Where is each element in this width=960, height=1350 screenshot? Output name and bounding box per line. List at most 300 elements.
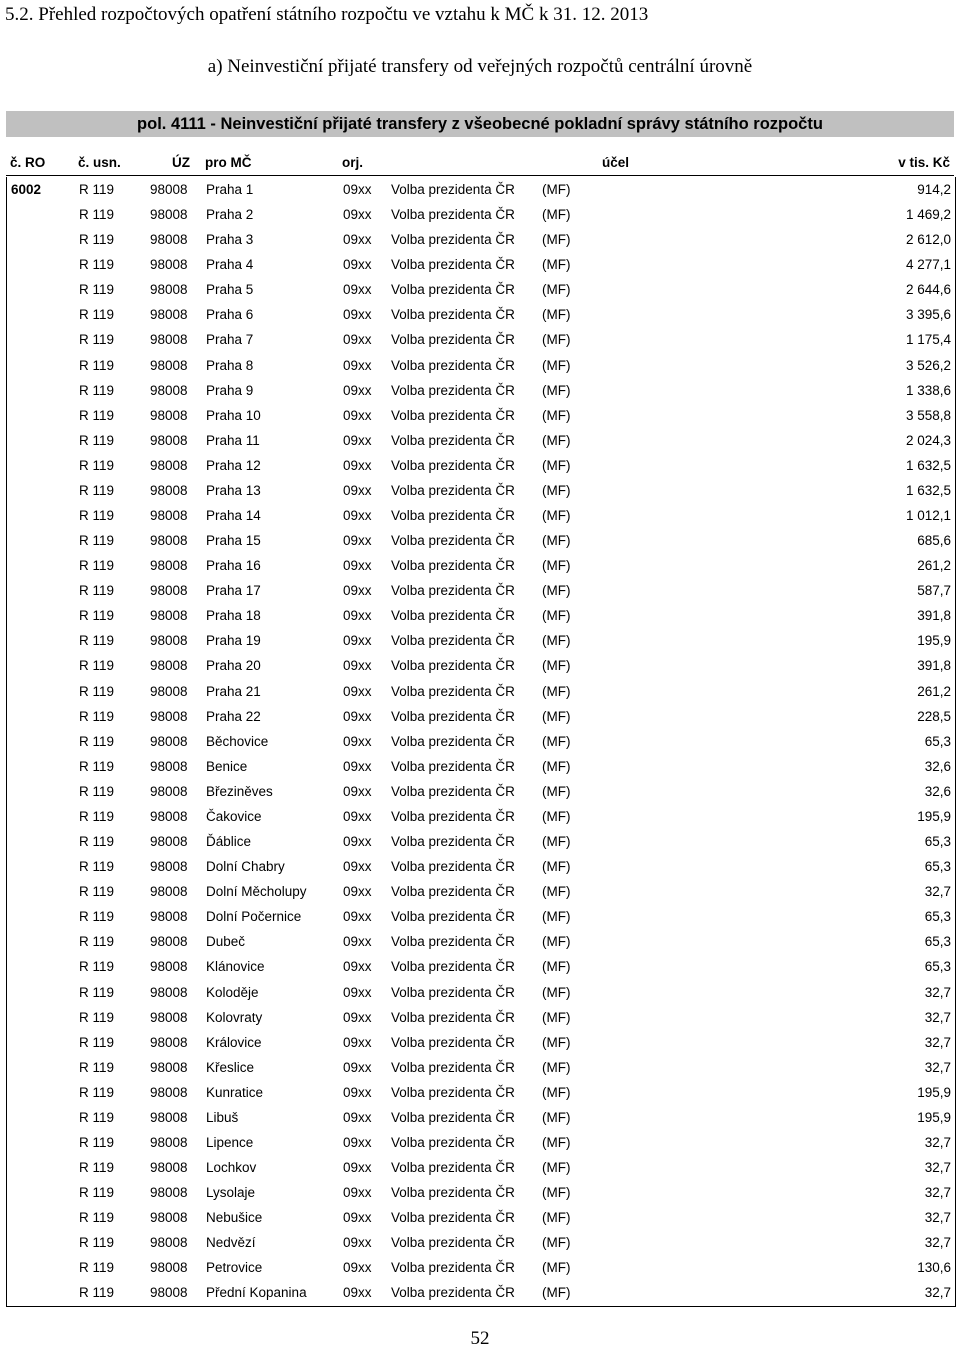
cell-uz: 98008 bbox=[150, 658, 188, 674]
cell-ucel: Volba prezidenta ČR bbox=[391, 808, 515, 824]
cell-mc: Praha 4 bbox=[206, 257, 254, 273]
cell-usn: R 119 bbox=[79, 232, 115, 248]
cell-value: 914,2 bbox=[917, 182, 951, 197]
cell-uz: 98008 bbox=[150, 307, 188, 323]
cell-usn: R 119 bbox=[79, 1109, 115, 1125]
table-row bbox=[7, 653, 955, 678]
cell-usn: R 119 bbox=[79, 207, 115, 223]
cell-mf: (MF) bbox=[542, 783, 571, 799]
table-row bbox=[7, 729, 955, 754]
cell-orj: 09xx bbox=[343, 1009, 372, 1025]
cell-ucel: Volba prezidenta ČR bbox=[391, 683, 515, 699]
cell-uz: 98008 bbox=[150, 984, 188, 1000]
cell-orj: 09xx bbox=[343, 1210, 372, 1226]
cell-mf: (MF) bbox=[542, 508, 571, 524]
cell-mf: (MF) bbox=[542, 909, 571, 925]
cell-orj: 09xx bbox=[343, 332, 372, 348]
cell-mc: Dolní Měcholupy bbox=[206, 884, 307, 900]
cell-orj: 09xx bbox=[343, 783, 372, 799]
cell-uz: 98008 bbox=[150, 1034, 188, 1050]
cell-mc: Dubeč bbox=[206, 934, 246, 950]
table-row bbox=[7, 578, 955, 603]
cell-ucel: Volba prezidenta ČR bbox=[391, 457, 515, 473]
cell-uz: 98008 bbox=[150, 207, 188, 223]
table-row bbox=[7, 1180, 955, 1205]
cell-mc: Praha 5 bbox=[206, 282, 254, 298]
cell-mf: (MF) bbox=[542, 859, 571, 875]
cell-usn: R 119 bbox=[79, 783, 115, 799]
cell-value: 1 632,5 bbox=[905, 457, 951, 473]
section-title: 5.2. Přehled rozpočtových opatření státního rozpočtu ve vztahu k MČ k 31. 12. 2013 bbox=[5, 4, 649, 25]
cell-mf: (MF) bbox=[542, 1285, 571, 1301]
cell-usn: R 119 bbox=[79, 307, 115, 323]
cell-ucel: Volba prezidenta ČR bbox=[391, 1160, 515, 1176]
cell-value: 32,7 bbox=[924, 1235, 951, 1251]
cell-mc: Čakovice bbox=[206, 808, 262, 824]
cell-mc: Praha 6 bbox=[206, 307, 254, 323]
table-row bbox=[7, 202, 955, 227]
cell-uz: 98008 bbox=[150, 282, 188, 298]
cell-ucel: Volba prezidenta ČR bbox=[391, 1109, 515, 1125]
cell-ucel: Volba prezidenta ČR bbox=[391, 608, 515, 624]
cell-mf: (MF) bbox=[542, 1235, 571, 1251]
cell-uz: 98008 bbox=[150, 683, 188, 699]
cell-usn: R 119 bbox=[79, 257, 115, 273]
cell-uz: 98008 bbox=[150, 1009, 188, 1025]
cell-ucel: Volba prezidenta ČR bbox=[391, 407, 515, 423]
cell-ucel: Volba prezidenta ČR bbox=[391, 332, 515, 348]
cell-orj: 09xx bbox=[343, 658, 372, 674]
cell-usn: R 119 bbox=[79, 1210, 115, 1226]
cell-usn: R 119 bbox=[79, 658, 115, 674]
table-row bbox=[7, 327, 955, 352]
cell-orj: 09xx bbox=[343, 1059, 372, 1075]
table-row bbox=[7, 1230, 955, 1255]
cell-mf: (MF) bbox=[542, 307, 571, 323]
cell-value: 3 526,2 bbox=[905, 357, 951, 373]
cell-usn: R 119 bbox=[79, 984, 115, 1000]
header-usn: č. usn. bbox=[78, 155, 121, 170]
transfers-table-body bbox=[6, 177, 956, 1307]
cell-mc: Praha 20 bbox=[206, 658, 261, 674]
cell-value: 587,7 bbox=[917, 583, 951, 599]
cell-usn: R 119 bbox=[79, 1134, 115, 1150]
cell-mc: Praha 1 bbox=[206, 182, 254, 197]
cell-mf: (MF) bbox=[542, 683, 571, 699]
cell-orj: 09xx bbox=[343, 432, 372, 448]
cell-mc: Královice bbox=[206, 1034, 262, 1050]
cell-uz: 98008 bbox=[150, 1160, 188, 1176]
cell-mc: Dolní Chabry bbox=[206, 859, 285, 875]
table-row bbox=[7, 754, 955, 779]
cell-ucel: Volba prezidenta ČR bbox=[391, 984, 515, 1000]
cell-orj: 09xx bbox=[343, 1084, 372, 1100]
table-row bbox=[7, 1005, 955, 1030]
cell-uz: 98008 bbox=[150, 407, 188, 423]
cell-usn: R 119 bbox=[79, 608, 115, 624]
table-row bbox=[7, 879, 955, 904]
cell-orj: 09xx bbox=[343, 884, 372, 900]
cell-value: 65,3 bbox=[924, 733, 951, 749]
cell-mf: (MF) bbox=[542, 332, 571, 348]
table-row bbox=[7, 628, 955, 653]
policy-title-bar bbox=[6, 111, 954, 137]
cell-mf: (MF) bbox=[542, 432, 571, 448]
cell-ucel: Volba prezidenta ČR bbox=[391, 482, 515, 498]
cell-mc: Praha 9 bbox=[206, 382, 254, 398]
cell-uz: 98008 bbox=[150, 382, 188, 398]
cell-uz: 98008 bbox=[150, 884, 188, 900]
cell-orj: 09xx bbox=[343, 1109, 372, 1125]
cell-ucel: Volba prezidenta ČR bbox=[391, 959, 515, 975]
cell-orj: 09xx bbox=[343, 758, 372, 774]
cell-usn: R 119 bbox=[79, 382, 115, 398]
cell-value: 1 632,5 bbox=[905, 482, 951, 498]
cell-mf: (MF) bbox=[542, 1185, 571, 1201]
cell-value: 391,8 bbox=[917, 608, 951, 624]
cell-ucel: Volba prezidenta ČR bbox=[391, 257, 515, 273]
cell-uz: 98008 bbox=[150, 257, 188, 273]
cell-value: 1 338,6 bbox=[905, 382, 951, 398]
cell-orj: 09xx bbox=[343, 407, 372, 423]
cell-value: 4 277,1 bbox=[905, 257, 951, 273]
cell-mc: Březiněves bbox=[206, 783, 273, 799]
cell-mc: Praha 10 bbox=[206, 407, 261, 423]
cell-orj: 09xx bbox=[343, 307, 372, 323]
cell-mc: Křeslice bbox=[206, 1059, 255, 1075]
cell-mf: (MF) bbox=[542, 934, 571, 950]
cell-ucel: Volba prezidenta ČR bbox=[391, 909, 515, 925]
cell-mc: Lysolaje bbox=[206, 1185, 256, 1201]
cell-mc: Běchovice bbox=[206, 733, 269, 749]
cell-orj: 09xx bbox=[343, 934, 372, 950]
cell-mf: (MF) bbox=[542, 1084, 571, 1100]
cell-mf: (MF) bbox=[542, 1260, 571, 1276]
policy-title: pol. 4111 - Neinvestiční přijaté transfery z všeobecné pokladní správy státního rozpočtu bbox=[137, 114, 823, 133]
cell-mf: (MF) bbox=[542, 758, 571, 774]
cell-usn: R 119 bbox=[79, 859, 115, 875]
cell-usn: R 119 bbox=[79, 1160, 115, 1176]
table-row bbox=[7, 478, 955, 503]
table-row bbox=[7, 854, 955, 879]
cell-ucel: Volba prezidenta ČR bbox=[391, 357, 515, 373]
cell-ucel: Volba prezidenta ČR bbox=[391, 1084, 515, 1100]
cell-orj: 09xx bbox=[343, 282, 372, 298]
cell-ucel: Volba prezidenta ČR bbox=[391, 934, 515, 950]
cell-ucel: Volba prezidenta ČR bbox=[391, 282, 515, 298]
header-uz: ÚZ bbox=[172, 155, 190, 170]
cell-mf: (MF) bbox=[542, 633, 571, 649]
cell-value: 32,7 bbox=[924, 1034, 951, 1050]
cell-uz: 98008 bbox=[150, 959, 188, 975]
cell-value: 65,3 bbox=[924, 934, 951, 950]
cell-ucel: Volba prezidenta ČR bbox=[391, 533, 515, 549]
cell-uz: 98008 bbox=[150, 1210, 188, 1226]
cell-ucel: Volba prezidenta ČR bbox=[391, 1210, 515, 1226]
cell-ucel: Volba prezidenta ČR bbox=[391, 558, 515, 574]
cell-orj: 09xx bbox=[343, 708, 372, 724]
cell-mc: Nedvězí bbox=[206, 1235, 256, 1251]
cell-uz: 98008 bbox=[150, 533, 188, 549]
header-mc: pro MČ bbox=[205, 155, 252, 170]
cell-uz: 98008 bbox=[150, 859, 188, 875]
cell-usn: R 119 bbox=[79, 733, 115, 749]
table-row bbox=[7, 1255, 955, 1280]
cell-value: 65,3 bbox=[924, 959, 951, 975]
cell-ucel: Volba prezidenta ČR bbox=[391, 307, 515, 323]
table-row bbox=[7, 353, 955, 378]
table-row bbox=[7, 929, 955, 954]
cell-mc: Petrovice bbox=[206, 1260, 263, 1276]
cell-mc: Praha 14 bbox=[206, 508, 261, 524]
cell-value: 65,3 bbox=[924, 834, 951, 850]
table-row bbox=[7, 453, 955, 478]
cell-orj: 09xx bbox=[343, 733, 372, 749]
cell-uz: 98008 bbox=[150, 332, 188, 348]
cell-orj: 09xx bbox=[343, 508, 372, 524]
table-row bbox=[7, 1105, 955, 1130]
cell-usn: R 119 bbox=[79, 1084, 115, 1100]
cell-value: 2 612,0 bbox=[905, 232, 951, 248]
cell-usn: R 119 bbox=[79, 758, 115, 774]
cell-usn: R 119 bbox=[79, 708, 115, 724]
cell-orj: 09xx bbox=[343, 1134, 372, 1150]
subsection-title: a) Neinvestiční přijaté transfery od veřejných rozpočtů centrální úrovně bbox=[207, 56, 753, 77]
cell-mc: Dolní Počernice bbox=[206, 909, 302, 925]
cell-mc: Praha 12 bbox=[206, 457, 261, 473]
cell-mf: (MF) bbox=[542, 382, 571, 398]
cell-usn: R 119 bbox=[79, 482, 115, 498]
cell-ucel: Volba prezidenta ČR bbox=[391, 1134, 515, 1150]
cell-value: 3 558,8 bbox=[905, 407, 951, 423]
cell-ucel: Volba prezidenta ČR bbox=[391, 1185, 515, 1201]
cell-mc: Klánovice bbox=[206, 959, 265, 975]
cell-mc: Lipence bbox=[206, 1134, 254, 1150]
cell-mf: (MF) bbox=[542, 182, 571, 197]
cell-usn: R 119 bbox=[79, 909, 115, 925]
cell-uz: 98008 bbox=[150, 758, 188, 774]
cell-mc: Praha 21 bbox=[206, 683, 261, 699]
cell-mf: (MF) bbox=[542, 533, 571, 549]
cell-uz: 98008 bbox=[150, 808, 188, 824]
cell-mc: Lochkov bbox=[206, 1160, 257, 1176]
table-row bbox=[7, 679, 955, 704]
cell-usn: R 119 bbox=[79, 457, 115, 473]
cell-value: 2 024,3 bbox=[905, 432, 951, 448]
cell-uz: 98008 bbox=[150, 1059, 188, 1075]
cell-mc: Praha 13 bbox=[206, 482, 261, 498]
cell-value: 32,7 bbox=[924, 1210, 951, 1226]
cell-value: 195,9 bbox=[917, 1109, 951, 1125]
cell-ucel: Volba prezidenta ČR bbox=[391, 432, 515, 448]
cell-value: 32,7 bbox=[924, 1185, 951, 1201]
table-row bbox=[7, 528, 955, 553]
cell-value: 685,6 bbox=[917, 533, 951, 549]
cell-uz: 98008 bbox=[150, 1235, 188, 1251]
cell-mf: (MF) bbox=[542, 834, 571, 850]
cell-mc: Praha 15 bbox=[206, 533, 261, 549]
cell-value: 1 012,1 bbox=[905, 508, 951, 524]
cell-mf: (MF) bbox=[542, 658, 571, 674]
cell-value: 32,7 bbox=[924, 1059, 951, 1075]
cell-uz: 98008 bbox=[150, 1285, 188, 1301]
cell-uz: 98008 bbox=[150, 182, 188, 197]
cell-uz: 98008 bbox=[150, 834, 188, 850]
header-ro: č. RO bbox=[10, 155, 46, 170]
cell-usn: R 119 bbox=[79, 1009, 115, 1025]
cell-orj: 09xx bbox=[343, 207, 372, 223]
cell-ucel: Volba prezidenta ČR bbox=[391, 1235, 515, 1251]
cell-mf: (MF) bbox=[542, 1059, 571, 1075]
cell-uz: 98008 bbox=[150, 608, 188, 624]
cell-mc: Nebušice bbox=[206, 1210, 263, 1226]
cell-mf: (MF) bbox=[542, 1134, 571, 1150]
cell-uz: 98008 bbox=[150, 457, 188, 473]
table-row bbox=[7, 980, 955, 1005]
cell-mc: Benice bbox=[206, 758, 248, 774]
cell-orj: 09xx bbox=[343, 1034, 372, 1050]
cell-usn: R 119 bbox=[79, 934, 115, 950]
table-row bbox=[7, 1155, 955, 1180]
cell-orj: 09xx bbox=[343, 583, 372, 599]
cell-mf: (MF) bbox=[542, 558, 571, 574]
cell-mf: (MF) bbox=[542, 357, 571, 373]
cell-uz: 98008 bbox=[150, 708, 188, 724]
cell-mf: (MF) bbox=[542, 1009, 571, 1025]
cell-ucel: Volba prezidenta ČR bbox=[391, 232, 515, 248]
cell-value: 391,8 bbox=[917, 658, 951, 674]
table-row bbox=[7, 177, 955, 202]
cell-usn: R 119 bbox=[79, 1260, 115, 1276]
table-row bbox=[7, 704, 955, 729]
cell-usn: R 119 bbox=[79, 407, 115, 423]
cell-value: 32,6 bbox=[924, 783, 951, 799]
cell-orj: 09xx bbox=[343, 1285, 372, 1301]
cell-value: 32,7 bbox=[924, 984, 951, 1000]
cell-usn: R 119 bbox=[79, 182, 115, 197]
table-row bbox=[7, 603, 955, 628]
cell-orj: 09xx bbox=[343, 182, 372, 197]
cell-mf: (MF) bbox=[542, 457, 571, 473]
header-unit: v tis. Kč bbox=[898, 155, 950, 170]
cell-value: 32,7 bbox=[924, 1285, 951, 1301]
cell-ucel: Volba prezidenta ČR bbox=[391, 758, 515, 774]
cell-orj: 09xx bbox=[343, 683, 372, 699]
table-row bbox=[7, 403, 955, 428]
cell-orj: 09xx bbox=[343, 633, 372, 649]
cell-ucel: Volba prezidenta ČR bbox=[391, 783, 515, 799]
cell-uz: 98008 bbox=[150, 232, 188, 248]
cell-value: 228,5 bbox=[917, 708, 951, 724]
cell-mc: Praha 16 bbox=[206, 558, 261, 574]
cell-mf: (MF) bbox=[542, 282, 571, 298]
cell-uz: 98008 bbox=[150, 508, 188, 524]
cell-usn: R 119 bbox=[79, 1285, 115, 1301]
table-row bbox=[7, 954, 955, 979]
cell-mf: (MF) bbox=[542, 708, 571, 724]
cell-ucel: Volba prezidenta ČR bbox=[391, 583, 515, 599]
cell-usn: R 119 bbox=[79, 558, 115, 574]
cell-usn: R 119 bbox=[79, 834, 115, 850]
cell-ucel: Volba prezidenta ČR bbox=[391, 382, 515, 398]
table-row bbox=[7, 1280, 955, 1305]
cell-uz: 98008 bbox=[150, 432, 188, 448]
cell-value: 261,2 bbox=[917, 558, 951, 574]
cell-mc: Praha 7 bbox=[206, 332, 254, 348]
cell-value: 32,7 bbox=[924, 1009, 951, 1025]
cell-uz: 98008 bbox=[150, 1084, 188, 1100]
cell-mf: (MF) bbox=[542, 608, 571, 624]
cell-mc: Praha 8 bbox=[206, 357, 254, 373]
cell-mf: (MF) bbox=[542, 232, 571, 248]
cell-mf: (MF) bbox=[542, 482, 571, 498]
cell-usn: R 119 bbox=[79, 282, 115, 298]
cell-usn: R 119 bbox=[79, 1059, 115, 1075]
cell-mc: Praha 17 bbox=[206, 583, 261, 599]
cell-uz: 98008 bbox=[150, 1185, 188, 1201]
cell-orj: 09xx bbox=[343, 232, 372, 248]
cell-mc: Kunratice bbox=[206, 1084, 264, 1100]
table-row bbox=[7, 1205, 955, 1230]
cell-value: 130,6 bbox=[917, 1260, 951, 1276]
cell-uz: 98008 bbox=[150, 357, 188, 373]
page-number: 52 bbox=[470, 1328, 490, 1349]
table-row bbox=[7, 428, 955, 453]
cell-orj: 09xx bbox=[343, 859, 372, 875]
cell-usn: R 119 bbox=[79, 683, 115, 699]
cell-ucel: Volba prezidenta ČR bbox=[391, 508, 515, 524]
cell-uz: 98008 bbox=[150, 1134, 188, 1150]
table-row bbox=[7, 829, 955, 854]
cell-mc: Praha 19 bbox=[206, 633, 261, 649]
table-row bbox=[7, 904, 955, 929]
table-row bbox=[7, 503, 955, 528]
cell-ucel: Volba prezidenta ČR bbox=[391, 1034, 515, 1050]
cell-usn: R 119 bbox=[79, 884, 115, 900]
cell-value: 195,9 bbox=[917, 808, 951, 824]
table-row bbox=[7, 277, 955, 302]
cell-orj: 09xx bbox=[343, 257, 372, 273]
cell-orj: 09xx bbox=[343, 1185, 372, 1201]
cell-orj: 09xx bbox=[343, 834, 372, 850]
cell-value: 65,3 bbox=[924, 909, 951, 925]
cell-orj: 09xx bbox=[343, 984, 372, 1000]
cell-value: 32,6 bbox=[924, 758, 951, 774]
cell-uz: 98008 bbox=[150, 934, 188, 950]
cell-ucel: Volba prezidenta ČR bbox=[391, 859, 515, 875]
cell-ucel: Volba prezidenta ČR bbox=[391, 708, 515, 724]
cell-ucel: Volba prezidenta ČR bbox=[391, 633, 515, 649]
cell-usn: R 119 bbox=[79, 1185, 115, 1201]
cell-mc: Praha 22 bbox=[206, 708, 261, 724]
cell-mf: (MF) bbox=[542, 207, 571, 223]
cell-uz: 98008 bbox=[150, 583, 188, 599]
cell-usn: R 119 bbox=[79, 808, 115, 824]
table-row bbox=[7, 1030, 955, 1055]
header-orj: orj. bbox=[342, 155, 364, 170]
cell-value: 1 175,4 bbox=[905, 332, 951, 348]
table-row bbox=[7, 553, 955, 578]
cell-orj: 09xx bbox=[343, 457, 372, 473]
cell-usn: R 119 bbox=[79, 357, 115, 373]
cell-orj: 09xx bbox=[343, 558, 372, 574]
cell-mf: (MF) bbox=[542, 257, 571, 273]
cell-orj: 09xx bbox=[343, 608, 372, 624]
cell-orj: 09xx bbox=[343, 1260, 372, 1276]
cell-ucel: Volba prezidenta ČR bbox=[391, 207, 515, 223]
cell-mc: Praha 3 bbox=[206, 232, 254, 248]
cell-usn: R 119 bbox=[79, 533, 115, 549]
